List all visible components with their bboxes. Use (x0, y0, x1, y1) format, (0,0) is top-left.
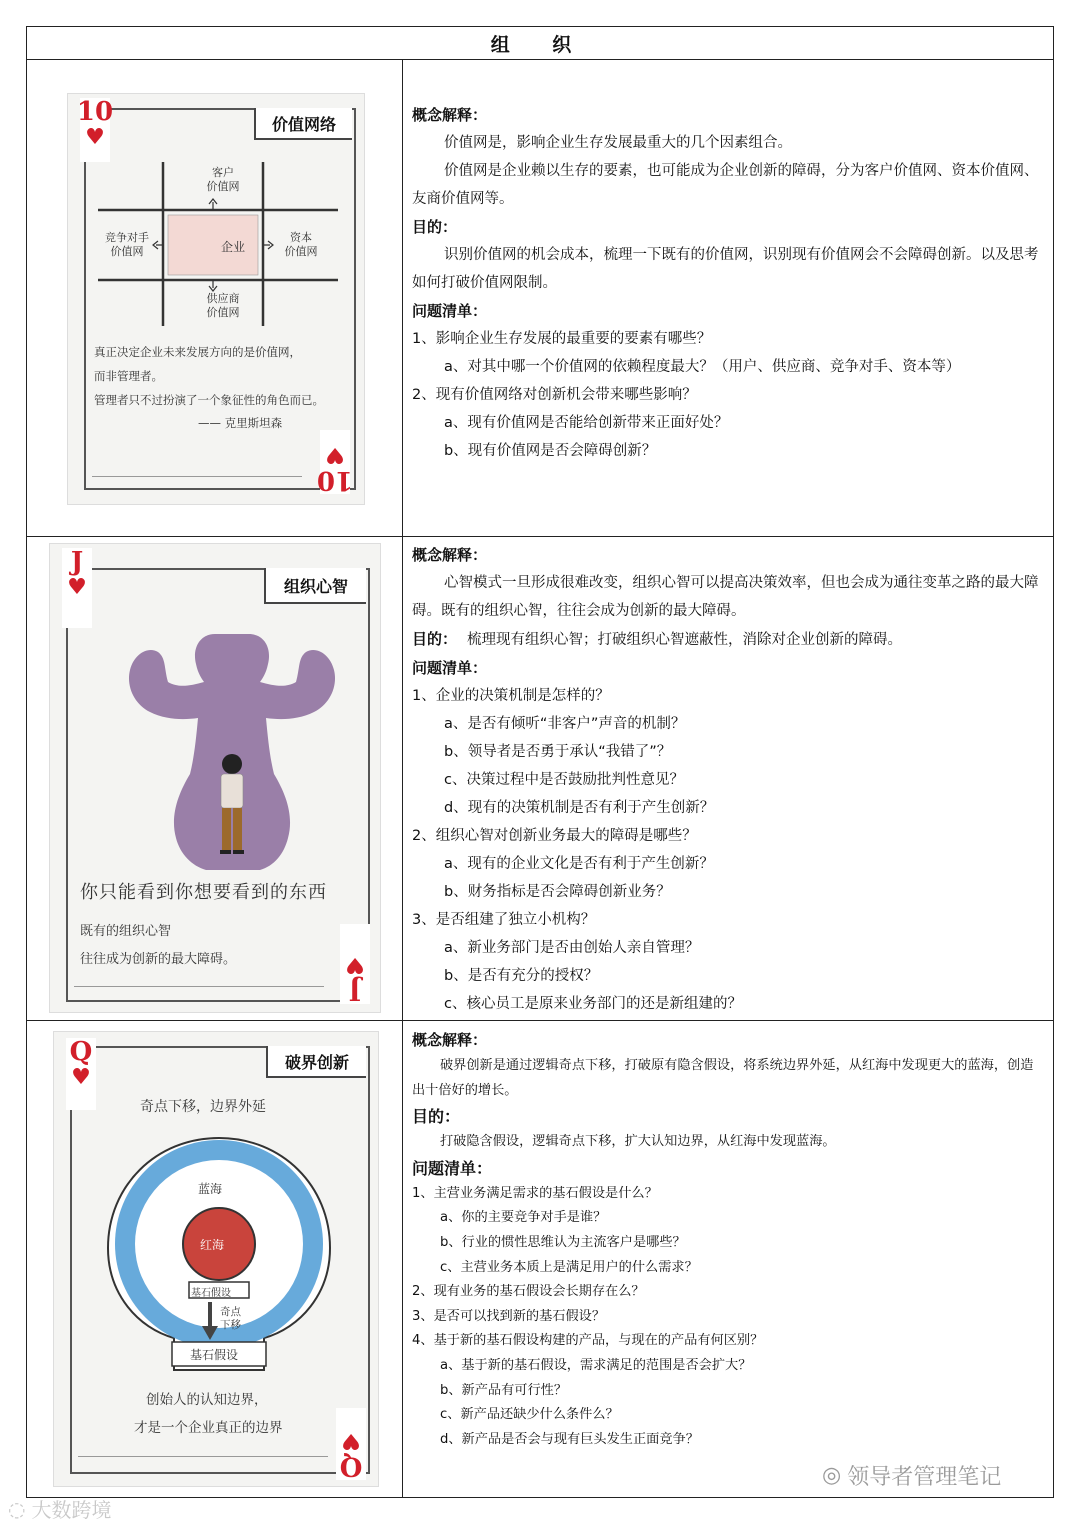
section-boundary-innovation (27, 1021, 1053, 1497)
card-cell (27, 537, 403, 1020)
diagram-label-left: 竞争对手 价值网 (105, 231, 149, 258)
page-title: 组 织 (27, 27, 1053, 60)
heart-icon: ♥ (71, 1064, 91, 1090)
question-item: 2、现有价值网络对创新机会带来哪些影响？ (412, 387, 697, 403)
concept-heading: 概念解释： (412, 546, 488, 564)
question-item: 1、主营业务满足需求的基石假设是什么？ (412, 1185, 658, 1201)
heart-icon: ♥ (67, 574, 87, 600)
concept-text: 价值网是，影响企业生存发展最重大的几个因素组合。 (444, 135, 792, 151)
question-sub-item: b、是否有充分的授权？ (444, 968, 599, 984)
concept-heading: 概念解释： (412, 1031, 488, 1049)
card-title: 破界创新 (266, 1046, 366, 1078)
question-sub-item: c、主营业务本质上是满足用户的什么需求？ (440, 1259, 698, 1275)
goal-text: 打破隐含假设，逻辑奇点下移，扩大认知边界，从红海中发现蓝海。 (440, 1134, 836, 1150)
questions-heading: 问题清单： (412, 659, 488, 677)
watermark-right: ◎ 领导者管理笔记 (822, 1463, 1002, 1490)
question-sub-item: c、新产品还缺少什么条件么？ (440, 1407, 619, 1423)
section-text (404, 59, 1053, 536)
card-10-hearts (67, 93, 365, 505)
logo-icon: ◌ (8, 1496, 26, 1521)
card-corner-top: J ♥ (62, 548, 92, 628)
question-sub-item: a、新业务部门是否由创始人亲自管理？ (444, 940, 700, 956)
question-item: 2、组织心智对创新业务最大的障碍是哪些？ (412, 828, 697, 844)
card-quote: 真正决定企业未来发展方向的是价值网， 而非管理者。 管理者只不过扮演了一个象征性的角色而已。 (94, 345, 324, 407)
card-corner-bottom: J ♥ (340, 924, 370, 1004)
concept-text: 破界创新是通过逻辑奇点下移，打破原有隐含假设，将系统边界外延，从红海中发现更大的蓝海，创造出十倍好的增长。 (412, 1058, 1034, 1098)
base-assumption-label: 基石假设 (190, 1348, 239, 1362)
section-organizational-mind (27, 537, 1053, 1021)
card-j-hearts (49, 543, 381, 1013)
question-sub-item: d、新产品是否会与现有巨头发生正面竞争？ (440, 1431, 699, 1447)
diagram-label-right: 资本 价值网 (284, 231, 318, 258)
question-item: 2、现有业务的基石假设会长期存在么？ (412, 1284, 645, 1300)
question-sub-item: b、行业的惯性思维认为主流客户是哪些？ (440, 1234, 686, 1250)
inner-assumption-label: 基石假设 (191, 1288, 231, 1299)
card-corner-top: 10 ♥ (80, 98, 110, 162)
question-sub-item: b、领导者是否勇于承认“我错了”？ (444, 744, 672, 760)
singularity-arrow-label: 奇点 下移 (220, 1306, 241, 1331)
section-value-network (27, 59, 1053, 537)
card-caption-big: 你只能看到你想要看到的东西 (80, 882, 327, 903)
question-sub-item: a、现有价值网是否能给创新带来正面好处？ (444, 415, 729, 431)
card-corner-bottom: 10 ♥ (320, 430, 350, 494)
card-corner-top: Q ♥ (66, 1038, 96, 1110)
question-sub-item: c、决策过程中是否鼓励批判性意见？ (444, 772, 684, 788)
question-sub-item: d、现有的决策机制是否有利于产生创新？ (444, 800, 715, 816)
document-sheet (26, 26, 1054, 1498)
blue-sea-label: 蓝海 (198, 1182, 223, 1196)
question-sub-item: b、新产品有可行性？ (440, 1382, 568, 1398)
question-sub-item: a、是否有倾听“非客户”声音的机制？ (444, 716, 686, 732)
section-text (404, 1021, 1053, 1497)
concept-heading: 概念解释： (412, 106, 488, 124)
question-item: 1、影响企业生存发展的最重要的要素有哪些？ (412, 331, 712, 347)
card-subtitle: 奇点下移，边界外延 (140, 1099, 266, 1115)
goal-text: 梳理现有组织心智；打破组织心智遮蔽性，消除对企业创新的障碍。 (467, 632, 903, 648)
card-cell (27, 59, 403, 536)
section-text (404, 537, 1053, 1020)
diagram-label-bottom: 供应商 价值网 (206, 292, 240, 319)
question-item: 3、是否可以找到新的基石假设？ (412, 1308, 606, 1324)
muscle-silhouette-illustration (120, 624, 340, 874)
question-sub-item: a、你的主要竞争对手是谁？ (440, 1210, 607, 1226)
goal-text: 识别价值网的机会成本，梳理一下既有的价值网，识别现有价值网会不会障碍创新。以及思考如何打破价值网限制。 (412, 247, 1039, 291)
question-sub-item: b、财务指标是否会障碍创新业务？ (444, 884, 671, 900)
red-sea-label: 红海 (200, 1238, 225, 1252)
heart-icon: ♥ (325, 442, 345, 468)
question-sub-item: c、核心员工是原来业务部门的还是新组建的？ (444, 996, 742, 1012)
questions-heading: 问题清单： (412, 1158, 493, 1178)
card-title: 组织心智 (264, 568, 366, 604)
quote-author: —— 克里斯坦森 (198, 416, 283, 430)
question-sub-item: b、现有价值网是否会障碍创新？ (444, 443, 657, 459)
diagram-label-top: 客户 价值网 (206, 166, 240, 193)
diagram-label-center: 企业 (220, 240, 245, 254)
card-caption: 创始人的认知边界， 才是一个企业真正的边界 (134, 1392, 283, 1436)
heart-icon: ♥ (85, 124, 105, 150)
card-title: 价值网络 (254, 108, 352, 140)
card-caption-small: 既有的组织心智 往往成为创新的最大障碍。 (80, 924, 237, 967)
card-cell (27, 1021, 403, 1497)
question-sub-item: a、对其中哪一个价值网的依赖程度最大？（用户、供应商、竞争对手、资本等） (444, 359, 961, 375)
question-item: 3、是否组建了独立小机构？ (412, 912, 596, 928)
concept-text: 价值网是企业赖以生存的要素，也可能成为企业创新的障碍，分为客户价值网、资本价值网、友商价值网等。 (412, 163, 1039, 207)
heart-icon: ♥ (345, 952, 365, 978)
card-corner-bottom: Q ♥ (336, 1408, 366, 1480)
question-sub-item: a、基于新的基石假设，需求满足的范围是否会扩大？ (440, 1357, 752, 1373)
wechat-icon: ◎ (822, 1463, 842, 1488)
goal-heading: 目的： (412, 630, 458, 648)
question-sub-item: a、现有的企业文化是否有利于产生创新？ (444, 856, 714, 872)
questions-heading: 问题清单： (412, 302, 488, 320)
goal-heading: 目的： (412, 1107, 461, 1127)
heart-icon: ♥ (341, 1428, 361, 1454)
question-item: 4、基于新的基石假设构建的产品，与现在的产品有何区别？ (412, 1333, 764, 1349)
concept-text: 心智模式一旦形成很难改变，组织心智可以提高决策效率，但也会成为通往变革之路的最大障碍。既有的组织心智，往往会成为创新的最大障碍。 (412, 575, 1039, 619)
card-q-hearts (53, 1031, 379, 1487)
question-item: 1、企业的决策机制是怎样的？ (412, 688, 610, 704)
watermark-left: ◌ 大数跨境 (8, 1496, 112, 1522)
goal-heading: 目的： (412, 218, 458, 236)
